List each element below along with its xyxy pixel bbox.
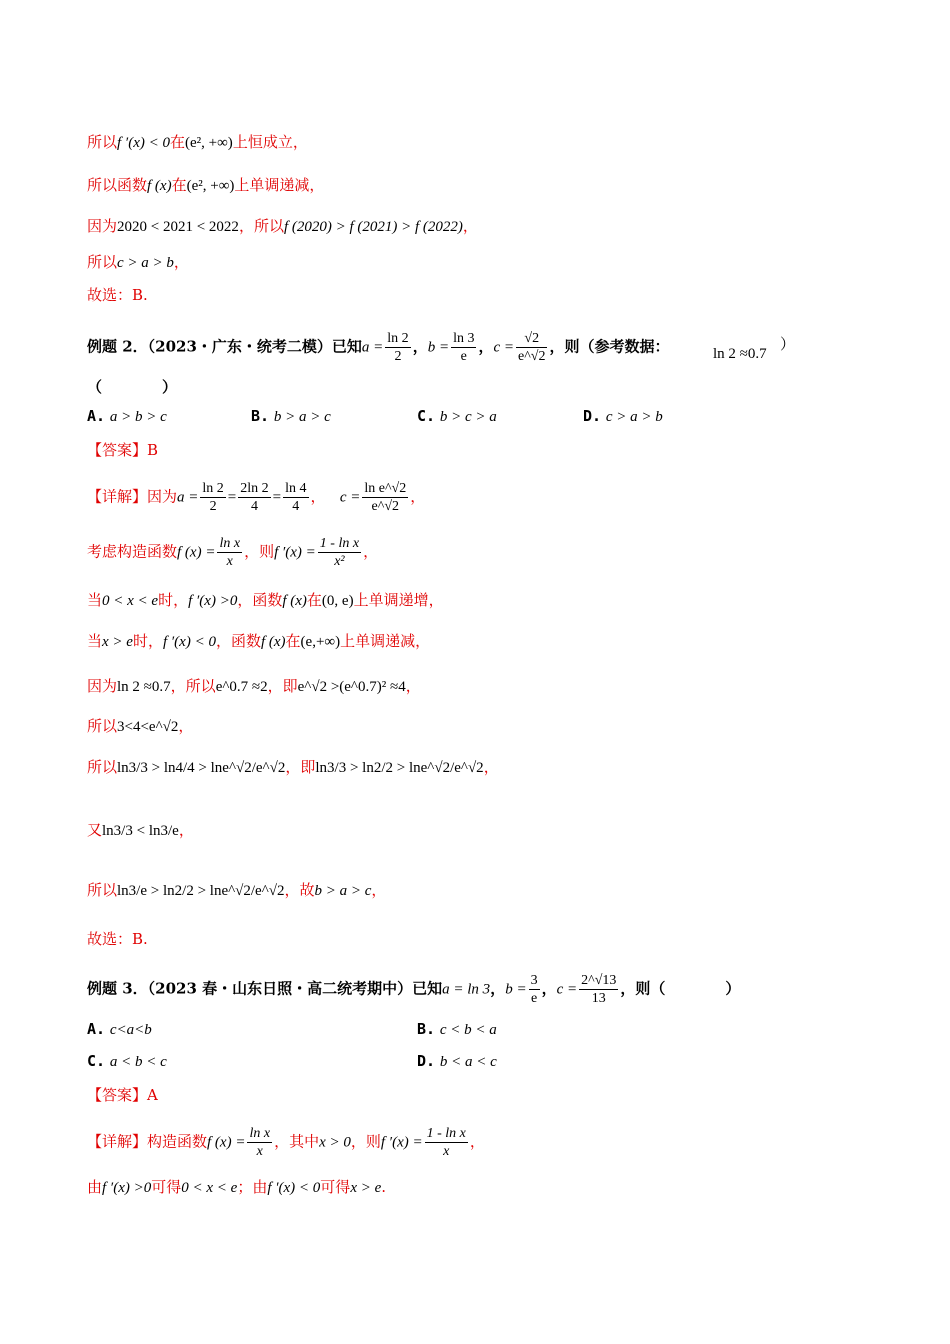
ex2-answer: 【答案】B: [87, 441, 159, 459]
ex2-detail-2: 考虑构造函数f (x) = $\frac{\text{ln x}}{x}$ ，则f ′(x) = $\frac{\text{1 - ln x}}{\text{x²}}$ ，: [87, 536, 379, 569]
ex2-option-a: A. a > b > c: [87, 407, 167, 425]
ex3-option-c: C. a < b < c: [87, 1052, 167, 1070]
ex2-option-c: C. b > c > a: [417, 407, 497, 425]
ex3-option-b: B. c < b < a: [417, 1020, 497, 1038]
ex2-option-d: D. c > a > b: [583, 407, 663, 425]
ex2-d7-chain-1: ln3/3: [117, 760, 148, 776]
ex3-option-d: D. b < a < c: [417, 1052, 497, 1070]
ex2-detail-4: 当x > e时，f ′(x) < 0，函数f (x)在(e,+∞)上单调递减，: [87, 632, 431, 650]
example-2-header: 例题 2．（2023・广东・统考二模）已知a = $\frac{\ln 2}{2}$ ，b = $\frac{\ln 3}{e}$ ，c = $\frac{√2}{e\^{}√2}$ ，则（参考数据：: [87, 331, 670, 364]
ex2-a-frac: $\frac{\ln 2}{2}$: [387, 331, 409, 364]
line-3: 因为2020 < 2021 < 2022，所以f (2020) > f (2021) > f (2022)，: [87, 217, 478, 235]
ex3-answer: 【答案】A: [87, 1086, 158, 1104]
ex3-detail-2: 由f ′(x) >0可得0 < x < e；由f ′(x) < 0可得x > e.: [87, 1178, 387, 1196]
example-3-header: 例题 3．（2023 春・山东日照・高二统考期中）已知a = ln 3，b = $\frac{3}{e}$ ，c = $\frac{2\^{}√13}{13}$ ，则（ ）: [87, 973, 741, 1006]
ex2-c-frac: $\frac{√2}{e\^{}√2}$: [518, 331, 546, 364]
ex2-detail-6: 所以3<4<e^√2，: [87, 717, 194, 735]
line-4: 所以c > a > b，: [87, 253, 189, 271]
line-1: 所以f ′(x) < 0在(e², +∞)上恒成立，: [87, 133, 308, 151]
ex3-detail-1: 【详解】构造函数f (x) = $\frac{\text{ln x}}{x}$ ，其中x > 0，则f ′(x) = $\frac{\text{1 - ln x}}{x}$ ，: [87, 1126, 485, 1159]
line-2: 所以函数f (x)在(e², +∞)上单调递减，: [87, 176, 325, 194]
ex2-answer-paren: （ ）: [87, 378, 178, 396]
ex2-detail-1: 【详解】因为a = $\frac{\ln 2}{2}$ = $\frac{2\ln 2}{4}$ = $\frac{\ln 4}{4}$ ， c = $\frac{\text{ln e\textasciicircum{}√2}}{e\^{}√2}$ ，: [87, 481, 426, 514]
ex2-final: 故选：B.: [87, 930, 148, 948]
ex2-ref-close: ）: [780, 337, 796, 353]
ex2-detail-5: 因为ln 2 ≈0.7，所以e^0.7 ≈2，即e^√2 >(e^0.7)² ≈4，: [87, 677, 421, 695]
line-5: 故选：B.: [87, 286, 148, 304]
ex2-option-b: B. b > a > c: [251, 407, 331, 425]
ex2-detail-9: 所以ln3/e > ln2/2 > lne^√2/e^√2，故b > a > c，: [87, 881, 387, 899]
ex2-detail-3: 当0 < x < e时，f ′(x) >0，函数f (x)在(0, e)上单调递增，: [87, 591, 444, 609]
ex2-detail-8: 又ln3/3 < ln3/e，: [87, 821, 194, 839]
ex2-detail-7: 所以ln3/3 > ln4/4 > lne^√2/e^√2，即ln3/3 > ln2/2 > lne^√2/e^√2，: [87, 758, 499, 776]
ex3-option-a: A. c<a<b: [87, 1020, 152, 1038]
ex2-b-frac: $\frac{\ln 3}{e}$: [453, 331, 475, 364]
ex2-reference: ln 2 ≈0.7: [713, 346, 767, 362]
